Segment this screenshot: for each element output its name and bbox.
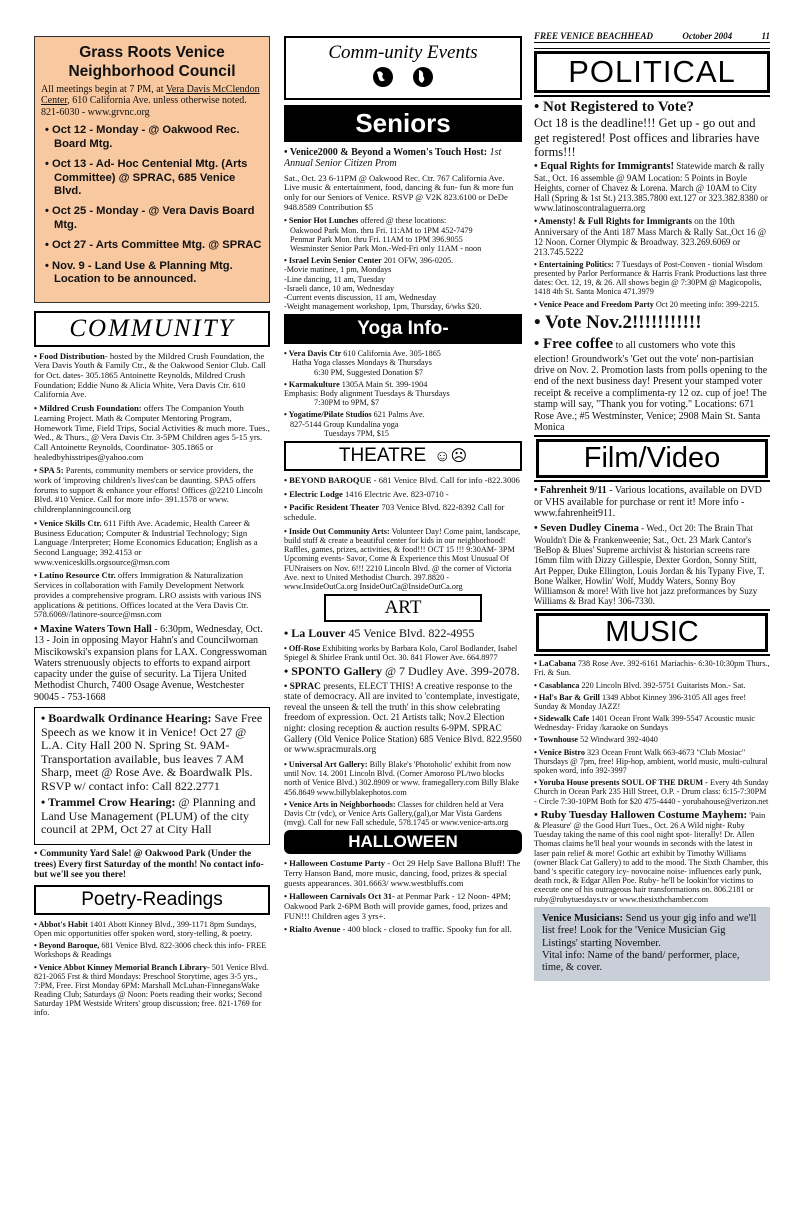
list-item: • Universal Art Gallery: Billy Blake's 'Photoholic' exhibit from now until Nov. 14. 2001 Lincoln Blvd. (Corner Amoroso PL/two blocks north of Venice Blvd.) 302.8909 or www. framegallery.com Billy Blake 456.8649 www.billyblakephotos.com xyxy=(284,759,520,797)
list-item: • Venice Arts in Neighborhoods: Classes for children held at Vera Davis Ctr (vdc), or Venice Arts Gallery,(gal),or Mar Vista Gardens (mvg). Call for new Fall schedule, 578.1745 or www.venice-arts.org xyxy=(284,799,509,828)
column-right xyxy=(534,48,770,981)
community-heading: COMMUNITY xyxy=(34,311,270,347)
list-item: • Casablanca 220 Lincoln Blvd. 392-5751 Guitarists Mon.- Sat. xyxy=(534,680,746,690)
list-item: • Karmakulture 1305A Main St. 399-1904 Emphasis: Body alignment Tuesdays & Thursdays 7:30PM to 9PM, $7 xyxy=(284,379,450,408)
music-list xyxy=(534,659,770,904)
list-item: • Inside Out Community Arts: Volunteer Day! Come paint, landscape, build stuff & create a beautiful center for kids in our neighborhood! Raffles, games, prizes, activities, & food!!! OCT 15 !!! 9:30AM- 3PM Upcoming events- Savor, Come & Experience this Most Unusual Of FUNraisers on Nov. 6!!! 2210 Lincoln Blvd. @ the corner of Victoria Ave. next to United Methodist Church. 397.8820 - www.InsideOutCa.org InsideOutCa@InsideOutCa.org xyxy=(284,526,521,591)
film-list xyxy=(534,485,770,606)
column-middle xyxy=(284,30,522,939)
community-list xyxy=(34,352,270,703)
yard-sale-notice: • Community Yard Sale! @ Oakwood Park (Under the trees) Every first Saturday of the month! No contact info- but we'll see you there! xyxy=(34,848,264,881)
trammel-hearing: • Trammel Crow Hearing: @ Planning and Land Use Management (PLUM) of the city council at 2PM, Oct 27 at City Hall xyxy=(41,795,256,837)
list-item: • SPA 5: Parents, community members or service providers, the work of 'improving children's lives'can be daunting. SPA5 offers forums to support & enhance your efforts! Offices @2210 Lincoln Blvd. #10 Venice. Call for more info- 391.1578 or www. childrenplanningcouncil.org xyxy=(34,465,263,515)
list-item: • Latino Resource Ctr. offers Immigration & Naturalization Services in collaboration with Family Development Network provides a comprehensive program. LRO assists with various INS applications & petitions. Offices located at the Vera Davis Ctr. 578.6069//latinore-source@msn.com xyxy=(34,570,262,620)
art-list xyxy=(284,627,522,827)
list-item: • La Louver 45 Venice Blvd. 822-4955 xyxy=(284,626,475,641)
list-item: • LaCabana 738 Rose Ave. 392-6161 Mariachis- 6:30-10:30pm Thurs., Fri. & Sun. xyxy=(534,659,770,678)
page-header xyxy=(534,31,770,43)
grc-title: Grass Roots Venice Neighborhood Council xyxy=(68,44,236,81)
globe-icon xyxy=(343,64,463,90)
list-item: • Yoruba House presents SOUL OF THE DRUM - Every 4th Sunday Church in Ocean Park 235 Hill Street, O.P. - Drum class: 6:15-7:30PM - Circle 7:30-10PM Both for $20 475-4440 - yorubahouse@verizon.net xyxy=(534,778,769,806)
list-item: • BEYOND BAROQUE - 681 Venice Blvd. Call for info -822.3006 xyxy=(284,474,520,485)
register-title: • Not Registered to Vote? xyxy=(534,99,694,115)
yoga-heading: Yoga Info- xyxy=(284,314,522,344)
list-item: • Vera Davis Ctr 610 California Ave. 305-1865 Hatha Yoga classes Mondays & Thursdays 6:30 PM, Suggested Donation $7 xyxy=(284,349,441,377)
grc-venue-link[interactable]: Vera Davis McClendon Center xyxy=(41,83,260,107)
list-item: • Yogatime/Pilate Studios 621 Palms Ave. 827-5144 Group Kundalina yoga Tuesdays 7PM, $15 xyxy=(284,410,425,438)
list-item: • Venice Abbot Kinney Memorial Branch Library- 501 Venice Blvd. 821-2065 Frst & third Mondays: Preschool Storytime, ages 3-5 yrs., 7:PM, Free. First Monday 6PM: Marshall McLuhan-FinnegansWake Reading Club; Saturdays @ Noon: Poets reading their works; Second Saturday 1PM Westside Writers' group discussion; free. 821-1769 for info. xyxy=(34,962,269,1018)
musicians-vital-info: Vital info: Name of the band/ performer, place, time, & cover. xyxy=(542,949,740,974)
page-number: 11 xyxy=(761,31,770,41)
list-item: • Abbot's Habit 1401 Abott Kinney Blvd., 399-1171 8pm Sundays, Open mic opportunities offer spoken word, story-telling, & poetry. xyxy=(34,919,257,938)
list-item: • Electric Lodge 1416 Electric Ave. 823-0710 - xyxy=(284,488,449,499)
list-item: • Amensty! & Full Rights for Immigrants on the 10th Anniversary of the Anti 187 Mass March & Rally Sat.,Oct 16 @ 12 Noon. Corner Olympic & Broadway. 323.269.6069 or 213.745.5222 xyxy=(534,216,767,257)
list-item: • Equal Rights for Immigrants! Statewide march & rally Sat., Oct. 16 assemble @ 9AM Location: 5 Points in Boyle Heights, corner of Chavez & Lorena. March @ 10AM to City Hall (Spring & 1st St.) 213.385.7800 ext.127 or 323.382.8380 or www.latinoscontralaguerra.org xyxy=(534,161,768,214)
grc-box xyxy=(34,36,270,303)
halloween-heading: HALLOWEEN xyxy=(284,830,522,854)
paper-name: FREE VENICE BEACHHEAD xyxy=(534,31,654,41)
list-item: • Maxine Waters Town Hall - 6:30pm, Wednesday, Oct. 13 - Join in opposing Mayor Hahn's and Councilwoman Miscikowski's expansion plans for LAX. Congresswoman Waters strenuously objects to efforts to expand airport capacity under the guise of security. La Tijera United Methodist Church, 7400 Osage Avenue, Westchester 90045 - 753-1668 xyxy=(34,623,267,703)
grc-meeting: • Oct 12 - Monday - @ Oakwood Rec. Board Mtg. xyxy=(45,124,240,150)
theatre-list xyxy=(284,476,522,591)
musicians-call: Venice Musicians: Send us your gig info and we'll list free! Look for the 'Venice Musician Gig Listings' starting November. xyxy=(542,912,757,949)
yoga-list xyxy=(284,349,522,438)
column-left xyxy=(34,30,270,1021)
list-item: • Townhouse 52 Windward 392-4040 xyxy=(534,735,658,745)
theatre-heading: THEATRE ☺☹ xyxy=(284,441,522,471)
poetry-list xyxy=(34,920,270,1018)
list-item: • Fahrenheit 9/11 - Various locations, available on DVD or VHS available for purchase or rent it! More info - www.fahrenheit911. xyxy=(534,485,762,519)
list-item: • Off-Rose Exhibiting works by Barbara Kolo, Carol Bodlander, Isabel Spiegel & Shirlee Frank until Oct. 30. 841 Flower Ave. 664.8977 xyxy=(284,643,518,662)
grc-intro: All meetings begin at 7 PM, at Vera Davis McClendon Center, 610 California Ave. unless otherwise noted. 821-6030 - www.grvnc.org xyxy=(41,83,260,118)
music-heading: MUSIC xyxy=(536,613,768,652)
list-item: • Mildred Crush Foundation: offers The Companion Youth Learning Project. Math & Computer Mentoring Program, Homework Time, Field Trips, Social Activities & much more. Tues., Wed., & Thurs., @ Vera Davis Ctr. 3-5PM Children ages 5-15 yrs. Call Antoinette Reynolds, Coordinator- 305.1865 or healedbyhisstripes@yahoo.com xyxy=(34,403,270,462)
list-item: • Rialto Avenue - 400 block - closed to traffic. Spooky fun for all. xyxy=(284,924,512,935)
vote-banner: • Vote Nov.2!!!!!!!!!!! xyxy=(534,311,702,333)
grc-meeting-list xyxy=(41,124,263,286)
list-item: • Halloween Costume Party - Oct 29 Help Save Ballona Bluff! The Terry Hanson Band, more music, dancing, food, prizes & special guests appearances. 301.6663/ www.westbluffs.com xyxy=(284,858,521,888)
list-item: • Food Distribution- hosted by the Mildred Crush Foundation, the Vera Davis Youth & Family Ctr., & the Oakwood Senior Club. Call for Oct. dates- 305.1865 Antoinette Reynolds, Mildred Crush Foundation; Eddie Nuno & Alicia White, Vera Davis Ctr. 610 California Ave. xyxy=(34,350,266,400)
grc-meeting: • Oct 25 - Monday - @ Vera Davis Board Mtg. xyxy=(45,205,255,231)
art-heading: ART xyxy=(324,594,482,622)
hot-lunches: • Senior Hot Lunches offered @ these locations: Oakwood Park Mon. thru Fri. 11:AM to 1PM 452-7479 Penmar Park Mon. thru Fri. 11AM to 1PM 396.9055 Wesminster Senior Park Mon.-Wed-Fri only 11AM - noon xyxy=(284,216,482,253)
musicians-box xyxy=(534,907,770,981)
prom-title: • Venice2000 & Beyond a Women's Touch Host: 1st Annual Senior Citizen Prom xyxy=(284,147,502,170)
grc-meeting: • Oct 13 - Ad- Hoc Centenial Mtg. (Arts Committee) @ SPRAC, 685 Venice Blvd. xyxy=(45,158,248,197)
film-heading: Film/Video xyxy=(536,439,768,478)
list-item: • Seven Dudley Cinema - Wed., Oct 20: The Brain That Wouldn't Die & Frankenweenie; Sat., Oct. 23 Mark Cantor's 'BeBop & Blues' Supreme archivist & historian screens rare 16mm film with Dizzy Gillespie, Dexter Gordon, Sonny Stitt, Art Pepper, Duke Ellington, Louis Jordan & his Typany Five, T. Bone Walker, Howlin' Wolf, Muddy Waters, Sonny Boy Williamson & more! With live hot jazz preformances by Suzy Williams & Brad Kay! 306-7330. xyxy=(534,523,765,606)
list-item: • Venice Peace and Freedom Party Oct 20 meeting info: 399-2215. xyxy=(534,299,760,309)
theatre-masks-icon: ☺☹ xyxy=(434,447,468,465)
list-item: • SPRAC presents, ELECT THIS! A creative response to the state of democracy. All are invited to 'contemplate, investigate, reveal the unseen & tell the truth' in this show celebrating freedom of expression. Oct. 21 Artists talk; Nov.2 Election night: closing reception & auction results 6-9PM. SPRAC Gallery (Old Venice Police Station) 685 Venice Blvd. 822.9560 or www.spracmurals.org xyxy=(284,681,522,756)
halloween-list xyxy=(284,859,522,935)
list-item: • SPONTO Gallery @ 7 Dudley Ave. 399-2078. xyxy=(284,664,520,679)
list-item: • Venice Bistro 323 Ocean Front Walk 663-4673 "Club Mosiac" Thursdays @ 7pm, free! Hip-hop, ambient, world music, multi-cultural spoken word, info 392-3997 xyxy=(534,747,768,776)
list-item: • Ruby Tuesday Hallowen Costume Mayhem: 'Pain & Pleasure' @ the Good Hurt Tues., Oct. 26 A Wild night- Ruby Tuesday taking the name of this cool night spot- literally! Dr. Allen Thomas claims he'll heal your wounds in seconds with the latest in laser pain relief & more! Gothic art exhibit by Timothy Williams (owner Black Cat Gallery) to add to the mood. The Sixth Chamber, this band 's specific category icy- novocaine noise- influences early punk, death rock, & Edgar Allen Poe. Ruby- he'll be lookin'for victims to execute one of his outrageous hair transformations on. 806.2181 or ruby@rubytuesdays.tv or www.thesixthchamber.com xyxy=(534,808,769,904)
levin-center: • Israel Levin Senior Center 201 OFW, 396-0205. -Movie matinee, 1 pm, Mondays -Line dancing, 11 am, Tuesday -Israeli dance, 10 am, Wednesday -Current events discussion, 11 am, Wednesday -Weight management workshop, 1pm, Thursday, 6/wks $20. xyxy=(284,256,482,312)
list-item: • Entertaining Politics: 7 Tuesdays of Post-Conven - tionial Wisdom presented by Parlor Performance & Harris Frank Productions last three dates: Oct. 12, 19, & 26. All shows begin @ 7:30PM @ Magicopolis, 1418 4th St. Santa Monica 471.3979 xyxy=(534,259,767,297)
grc-meeting: • Nov. 9 - Land Use & Planning Mtg. Location to be announced. xyxy=(45,259,233,286)
seniors-heading: Seniors xyxy=(284,105,522,142)
hearing-box xyxy=(34,707,270,845)
list-item: • Halloween Carnivals Oct 31- at Penmar Park - 12 Noon- 4PM; Oakwood Park 2-6PM Both will provide games, food, prizes and FUN!!! Children ages 3 yrs+. xyxy=(284,891,511,921)
grc-meeting: • Oct 27 - Arts Committee Mtg. @ SPRAC xyxy=(45,239,262,252)
list-item: • Sidewalk Cafe 1401 Ocean Front Walk 399-5547 Acoustic music Wednesday- Friday /karaoke on Sundays xyxy=(534,714,756,733)
list-item: • Beyond Baroque, 681 Venice Blvd. 822-3006 check this info- FREE Workshops & Readings xyxy=(34,941,267,960)
poetry-heading: Poetry-Readings xyxy=(34,885,270,915)
prom-details: Sat., Oct. 23 6-11PM @ Oakwood Rec. Ctr. 767 California Ave. Live music & entertainment, food, dancing & fun- fun & more fun only for our Seniors of Venice. RSVP @ V2K 823.6100 or DeDe 948.8589 Contribution $5 xyxy=(284,172,514,212)
free-coffee: • Free coffee to all customers who vote this election! Groundwork's 'Get out the vote' non-partisian drive on Nov. 2. Promotion lasts from polls opening to the end of the next business day! Present your stamped voter receipt & receive a complimenta-ry 12 oz. cup of joe! The stamp will say, "Thank you for voting." Locations: 671 Rose Ave.; #5 Westminster, Venice; 2908 Main St. Santa Monica xyxy=(534,336,768,433)
list-item: • Hal's Bar & Grill 1349 Abbot Kinney 396-3105 All ages free! Sunday & Monday JAZZ! xyxy=(534,692,747,711)
register-text: Oct 18 is the deadline!!! Get up - go out and get registered! Post offices and libraries have forms!!! xyxy=(534,116,760,159)
list-item: • Pacific Resident Theater 703 Venice Blvd. 822-8392 Call for schedule. xyxy=(284,502,505,523)
events-heading xyxy=(284,36,522,100)
political-heading: POLITICAL xyxy=(534,51,770,93)
events-title: Comm-unity Events xyxy=(328,42,478,63)
political-list xyxy=(534,161,770,308)
list-item: • Venice Skills Ctr. 611 Fifth Ave. Academic, Health Career & Business Education; Computer & Industrial Technology; Sign Language /Interpreter; Home Economics Education; English as a Second Language; 392.4153 or www.veniceskills.orgsource@msn.com xyxy=(34,517,258,567)
issue-date: October 2004 xyxy=(682,31,733,41)
boardwalk-hearing: • Boardwalk Ordinance Hearing: Save Free Speech as we know it in Venice! Oct 27 @ L.A. City Hall 200 N. Spring St. 9AM- Transportation available, bus leaves 7 AM Sharp, meet @ Rose Ave. & Boardwalk Pls. RSVP w/ contact info: Call 822.2771 xyxy=(41,710,263,793)
